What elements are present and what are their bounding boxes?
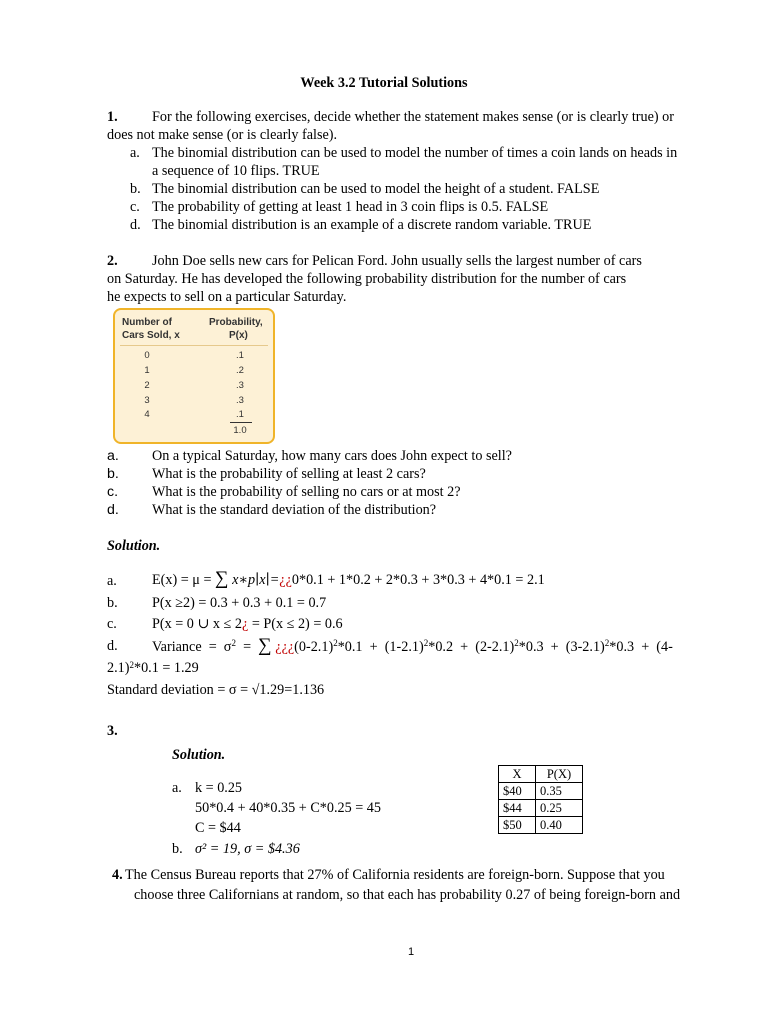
q2-line1: John Doe sells new cars for Pelican Ford. John usually sells the largest number of cars: [152, 253, 642, 269]
table-divider: [120, 345, 268, 346]
table-header-cell: P(X): [536, 766, 583, 783]
sol-c-red-mark: ¿: [241, 616, 249, 632]
q2-question-text: What is the probability of selling at least 2 cars?: [152, 466, 426, 482]
q1-item-text: The binomial distribution can be used to model the number of times a coin lands on heads in: [152, 145, 678, 161]
table-col2-header: Probability,: [209, 317, 263, 328]
table-row: [499, 766, 583, 783]
q2-solution-letter: c.: [107, 616, 117, 632]
q2-question-letter: a.: [107, 448, 119, 464]
table-cell-p: .2: [236, 365, 244, 376]
table-sum-line: [230, 422, 252, 423]
table-cell-x: 1: [144, 365, 150, 376]
table-row: [499, 817, 583, 834]
sol-a-mid: x∗p∣x∣=: [228, 572, 280, 588]
q2-solution-d: Variance = $\sigma^2$ = ∑ ¿¿¿$(0-2.1)^2*0.1 + (1-2.1)^2*0.2 + (2-2.1)^2*0.3 + (3-2.1)^2*0.3 + (4-$: [152, 635, 673, 656]
q1-item-text: The binomial distribution can be used to model the height of a student. FALSE: [152, 181, 600, 197]
q2-solution-a: [152, 570, 545, 589]
q3-a-line3: C = $44: [195, 820, 241, 836]
q4-line1: The Census Bureau reports that 27% of California residents are foreign-born. Suppose that you: [125, 867, 665, 883]
table-cell-x: 3: [144, 395, 150, 406]
table-cell-p: .1: [236, 409, 244, 420]
summation-symbol: ∑: [215, 568, 229, 589]
sol-c-post: = P(x ≤ 2) = 0.6: [248, 616, 343, 632]
table-col1-header: Cars Sold, x: [122, 330, 180, 341]
q3-distribution-table: [498, 765, 583, 834]
table-cell-x: 0: [144, 350, 150, 361]
table-cell: 0.40: [536, 817, 583, 834]
q2-question-text: What is the standard deviation of the distribution?: [152, 502, 437, 518]
q2-number: 2.: [107, 253, 118, 269]
q2-solution-label: Solution.: [107, 538, 161, 554]
q3-solution-label: Solution.: [172, 747, 226, 763]
q1-item-letter: c.: [130, 199, 140, 215]
table-cell-p: .3: [236, 395, 244, 406]
q2-line2: on Saturday. He has developed the following probability distribution for the number of cars: [107, 271, 627, 287]
q1-intro-line2: does not make sense (or is clearly false).: [107, 127, 338, 143]
table-cell-x: 4: [144, 409, 150, 420]
q1-item-text: The probability of getting at least 1 head in 3 coin flips is 0.5. FALSE: [152, 199, 549, 215]
page-title: Week 3.2 Tutorial Solutions: [300, 75, 468, 91]
table-header-cell: X: [499, 766, 536, 783]
table-cell-p: .3: [236, 380, 244, 391]
q1-item-text: a sequence of 10 flips. TRUE: [152, 163, 320, 179]
q2-solution-letter: a.: [107, 573, 117, 589]
q2-solution-b: P(x ≥2) = 0.3 + 0.3 + 0.1 = 0.7: [152, 595, 327, 611]
table-cell: 0.35: [536, 783, 583, 800]
table-row: [499, 800, 583, 817]
q1-item-letter: b.: [130, 181, 141, 197]
q3-a-letter: a.: [172, 780, 182, 796]
table-cell: $44: [499, 800, 536, 817]
q1-item-text: The binomial distribution is an example of a discrete random variable. TRUE: [152, 217, 592, 233]
q2-question-letter: d.: [107, 502, 119, 518]
q2-solution-letter: d.: [107, 638, 118, 654]
table-cell: $50: [499, 817, 536, 834]
q4-line2: choose three Californians at random, so that each has probability 0.27 of being foreign-born and: [134, 887, 681, 903]
q4-number: 4.: [112, 867, 123, 883]
table-col1-header: Number of: [122, 317, 172, 328]
probability-distribution-table: [113, 308, 275, 444]
q1-item-letter: a.: [130, 145, 140, 161]
table-cell-p: .1: [236, 350, 244, 361]
q3-number: 3.: [107, 723, 118, 739]
q2-question-letter: c.: [107, 484, 119, 500]
q2-solution-letter: b.: [107, 595, 118, 611]
sol-a-post: 0*0.1 + 1*0.2 + 2*0.3 + 3*0.3 + 4*0.1 = 2.1: [291, 572, 545, 588]
q2-line3: he expects to sell on a particular Saturday.: [107, 289, 347, 305]
sol-a-pre: E(x) = μ =: [152, 572, 216, 588]
table-cell: 0.25: [536, 800, 583, 817]
q2-std-dev: Standard deviation = σ = √1.29=1.136: [107, 682, 325, 698]
sol-a-red-marks: ¿¿: [279, 572, 292, 588]
page-number: 1: [407, 946, 415, 958]
table-col2-header: P(x): [229, 330, 248, 341]
q2-question-text: What is the probability of selling no cars or at most 2?: [152, 484, 461, 500]
q3-b-letter: b.: [172, 841, 183, 857]
q1-intro-line1: For the following exercises, decide whether the statement makes sense (or is clearly true) or: [152, 109, 674, 125]
q2-solution-d-cont: 2.1)$^2$*0.1 = 1.29: [107, 660, 199, 676]
q3-a-line2: 50*0.4 + 40*0.35 + C*0.25 = 45: [195, 800, 381, 816]
q2-solution-c: [152, 615, 343, 633]
table-cell-x: 2: [144, 380, 150, 391]
q3-a-line1: k = 0.25: [195, 780, 243, 796]
q2-question-letter: b.: [107, 466, 119, 482]
q1-number: 1.: [107, 109, 118, 125]
sol-c-pre: P(x = 0 ∪ x ≤ 2: [152, 616, 242, 632]
table-row: [499, 783, 583, 800]
q2-question-text: On a typical Saturday, how many cars does John expect to sell?: [152, 448, 512, 464]
q3-b-text: σ² = 19, σ = $4.36: [195, 841, 300, 857]
table-cell: $40: [499, 783, 536, 800]
q1-item-letter: d.: [130, 217, 141, 233]
table-total: 1.0: [233, 425, 247, 436]
